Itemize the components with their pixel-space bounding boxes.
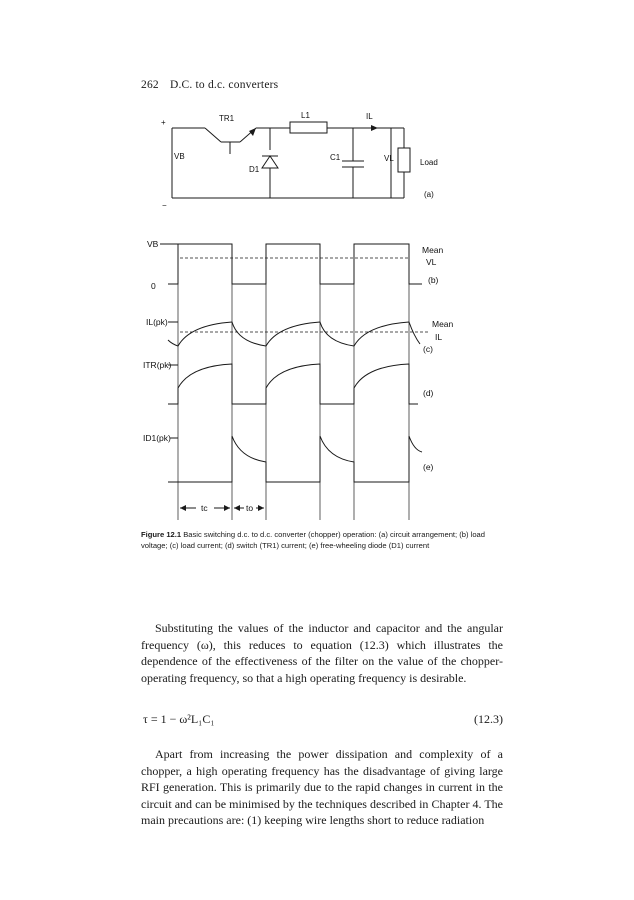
load-current-wave (168, 322, 420, 346)
time-guides (178, 244, 409, 520)
l1-label: L1 (301, 111, 310, 120)
switch-current-wave (168, 364, 418, 404)
to-label: to (246, 503, 254, 513)
panel-c-label: (c) (423, 344, 433, 354)
paragraph-1: Substituting the values of the inductor and capacitor and the angular frequency (ω), this reduces to equation (12.3) which illustrates the dependence of the effectiveness of the filter on the value of the chopper-operating frequency, so that a high operating frequency is desirable. (141, 621, 503, 685)
id1-pk-label: ID1(pk) (143, 433, 171, 443)
figure-label: Figure 12.1 (141, 530, 182, 539)
equation-formula: τ = 1 − ω²L₁C₁ (143, 712, 215, 726)
mean-vl-text-1: Mean (422, 245, 444, 255)
diode-d1 (262, 156, 278, 168)
inductor-l1 (290, 122, 327, 133)
il-pk-label: IL(pk) (146, 317, 168, 327)
paragraph-2: Apart from increasing the power dissipation and complexity of a chopper, a high operating frequency has the disadvantage of giving large RFI generation. This is primarily due to the rapid changes in current in the circuit and can be minimised by the techniques described in Chapter 4. The main precautions are: (1) keeping wire lengths short to reduce radiation (141, 747, 503, 827)
d1-label: D1 (249, 165, 260, 174)
c1-label: C1 (330, 153, 341, 162)
zero-label: 0 (151, 281, 156, 291)
mean-il-text-2: IL (435, 332, 443, 342)
panel-b-label: (b) (428, 275, 439, 285)
waveforms (143, 239, 454, 520)
caption-text: Basic switching d.c. to d.c. converter (chopper) operation: (a) circuit arrangement; (b) load voltage; (c) load current; (d) switch (TR1) current; (e) free-wheeling diode (D1) current (141, 530, 485, 550)
transistor-tr1 (205, 128, 256, 154)
capacitor-c1 (342, 161, 364, 167)
figure-caption (141, 530, 501, 551)
equation-number: (12.3) (474, 712, 503, 726)
plus-label: + (161, 118, 166, 127)
vb-circuit-label: VB (174, 152, 185, 161)
page-number: 262 (141, 79, 159, 91)
load-resistor (398, 148, 410, 172)
minus-label: − (162, 201, 167, 210)
tr1-label: TR1 (219, 114, 235, 123)
panel-e-label: (e) (423, 462, 434, 472)
equation-12-3 (143, 712, 503, 727)
mean-vl-text-2: VL (426, 257, 437, 267)
vl-label: VL (384, 154, 394, 163)
vb-wave-label: VB (147, 239, 159, 249)
panel-d-label: (d) (423, 388, 434, 398)
running-title: D.C. to d.c. converters (169, 79, 279, 91)
panel-a-label: (a) (424, 190, 434, 199)
load-label: Load (420, 158, 438, 167)
circuit-diagram (161, 111, 438, 210)
il-label: IL (366, 112, 373, 121)
diode-current-wave (168, 436, 422, 482)
mean-il-text-1: Mean (432, 319, 454, 329)
tc-label: tc (201, 503, 208, 513)
itr-pk-label: ITR(pk) (143, 360, 172, 370)
load-voltage-wave (168, 244, 422, 284)
il-arrow (371, 125, 378, 131)
